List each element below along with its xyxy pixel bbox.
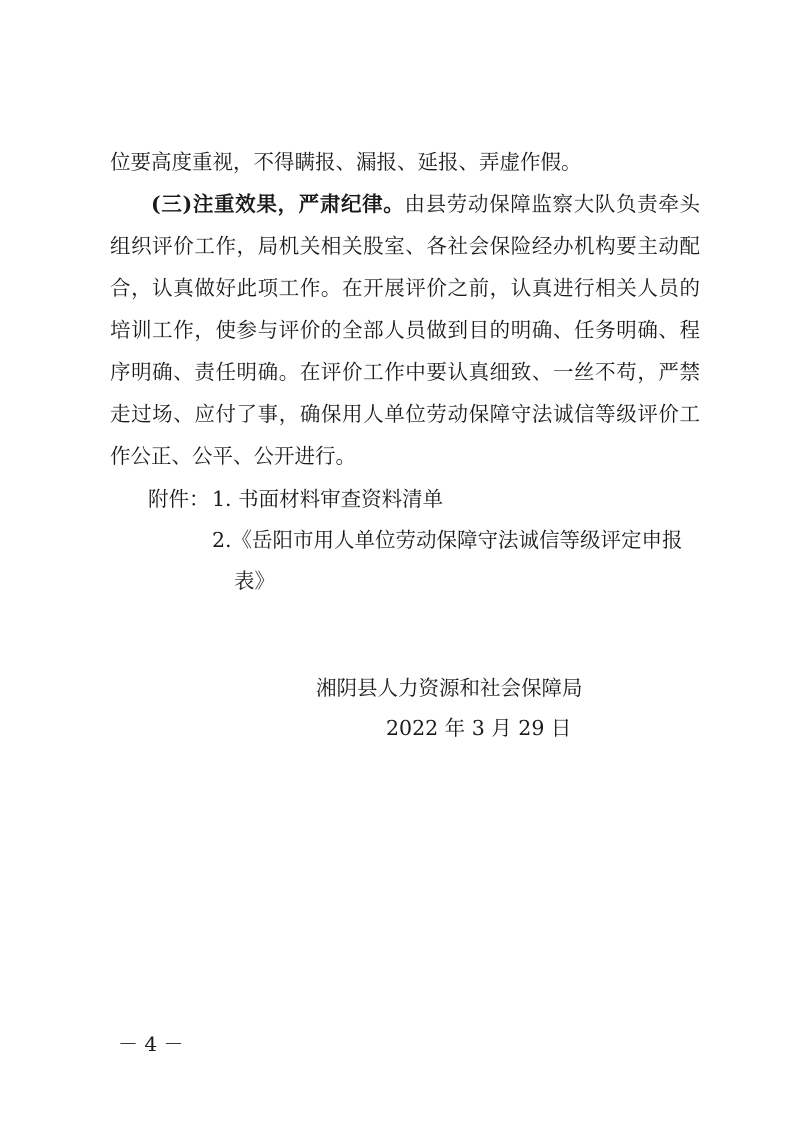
body-line-6: 序明确、责任明确。在评价工作中要认真细致、一丝不苟，严禁 xyxy=(110,360,700,384)
body-line-2 xyxy=(151,190,700,218)
section-3-heading: (三)注重效果，严肃纪律。 xyxy=(151,192,405,216)
body-line-3: 组织评价工作，局机关相关股室、各社会保险经办机构要主动配 xyxy=(110,234,700,258)
body-line-7: 走过场、应付了事，确保用人单位劳动保障守法诚信等级评价工 xyxy=(110,402,700,426)
signature-date: 2022 年 3 月 29 日 xyxy=(386,716,572,740)
attachments-label: 附件： xyxy=(148,487,210,511)
body-line-5: 培训工作，使参与评价的全部人员做到目的明确、任务明确、程 xyxy=(110,318,700,342)
body-line-1: 位要高度重视，不得瞒报、漏报、延报、弄虚作假。 xyxy=(110,150,582,174)
attachment-item-2-line-2: 表》 xyxy=(234,569,275,593)
page-number: － 4 － xyxy=(118,1032,184,1056)
body-line-8: 作公正、公平、公开进行。 xyxy=(110,444,356,468)
signature-organization: 湘阴县人力资源和社会保障局 xyxy=(316,676,583,700)
attachment-item-1: 1. 书面材料审查资料清单 xyxy=(212,487,444,511)
body-line-4: 合，认真做好此项工作。在开展评价之前，认真进行相关人员的 xyxy=(110,276,700,300)
attachment-item-2-line-1: 2.《岳阳市用人单位劳动保障守法诚信等级评定申报 xyxy=(212,528,683,552)
section-3-line-1-rest: 由县劳动保障监察大队负责牵头 xyxy=(404,192,700,216)
